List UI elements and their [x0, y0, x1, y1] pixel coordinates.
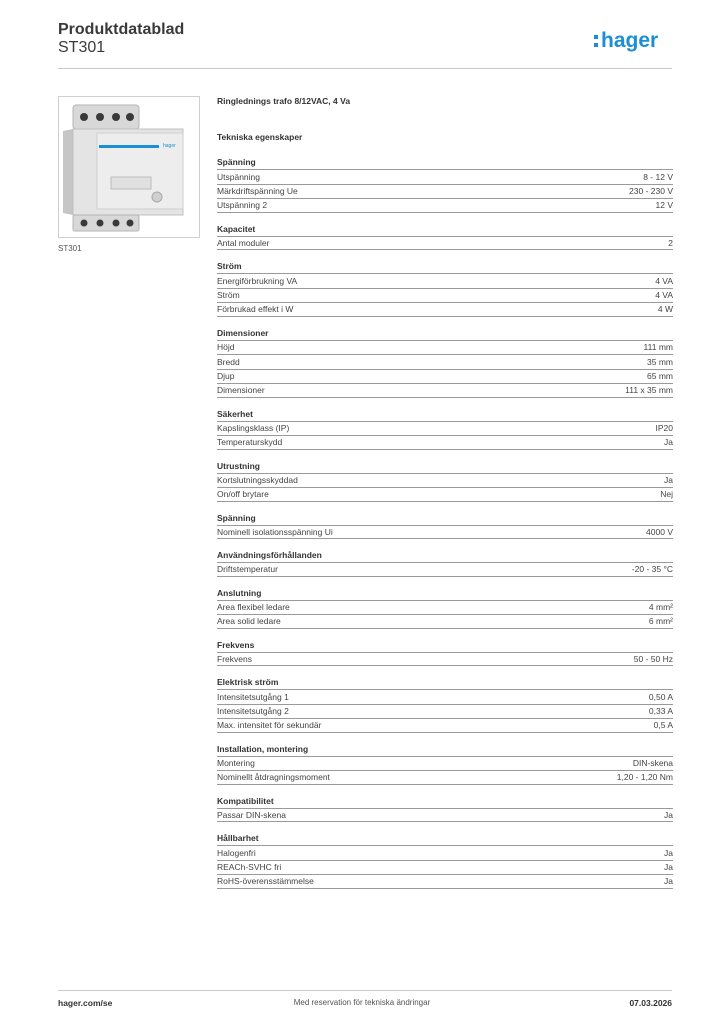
spec-label: Area flexibel ledare [217, 602, 290, 613]
spec-label: Förbrukad effekt i W [217, 304, 294, 315]
spec-group-title: Installation, montering [217, 743, 309, 754]
spec-rows [217, 562, 673, 577]
svg-text:hager: hager [163, 143, 176, 149]
spec-group-title: Användningsförhållanden [217, 550, 322, 560]
spec-row [217, 704, 673, 719]
spec-group-title: Spänning [217, 157, 256, 167]
logo-wordmark: hager [601, 29, 659, 52]
spec-groups [217, 155, 673, 889]
spec-row [217, 756, 673, 771]
spec-row [217, 562, 673, 577]
spec-group-title: Frekvens [217, 639, 255, 650]
spec-label: Temperaturskydd [217, 437, 283, 448]
spec-rows [217, 845, 673, 889]
spec-value: 50 - 50 Hz [633, 653, 673, 664]
hager-logo [593, 26, 675, 56]
spec-group [217, 548, 673, 577]
spec-value: Ja [664, 809, 673, 820]
spec-label: Kortslutningsskyddad [217, 475, 298, 486]
spec-value: 35 mm [647, 356, 673, 367]
spec-value: 111 x 35 mm [625, 385, 673, 396]
spec-label: Intensitetsutgång 1 [217, 691, 289, 702]
spec-group-title: Dimensioner [217, 327, 269, 338]
spec-label: Antal moduler [217, 237, 270, 248]
product-description: Ringlednings trafo 8/12VAC, 4 Va [217, 96, 351, 106]
spec-group [217, 742, 673, 785]
spec-label: Area solid ledare [217, 616, 281, 627]
spec-group [217, 511, 673, 540]
spec-value: -20 - 35 °C [631, 564, 673, 575]
spec-label: RoHS-överensstämmelse [217, 876, 314, 887]
spec-value: 4 W [657, 304, 673, 315]
spec-label: On/off brytare [217, 489, 269, 500]
spec-group [217, 222, 673, 251]
spec-row [217, 340, 673, 355]
spec-group [217, 638, 673, 667]
spec-rows [217, 169, 673, 213]
spec-row [217, 770, 673, 785]
spec-row [217, 435, 673, 450]
spec-rows [217, 273, 673, 317]
spec-value: 4 VA [655, 275, 673, 286]
spec-rows [217, 525, 673, 540]
spec-rows [217, 600, 673, 629]
spec-row [217, 718, 673, 733]
spec-label: Kapslingsklass (IP) [217, 423, 290, 434]
spec-value: 6 mm² [648, 616, 673, 627]
spec-label: Bredd [217, 356, 240, 367]
spec-value: 230 - 230 V [629, 186, 673, 197]
spec-value: 65 mm [647, 371, 673, 382]
footer-divider [58, 990, 672, 991]
spec-value: 1,20 - 1,20 Nm [616, 772, 673, 783]
spec-row [217, 236, 673, 251]
spec-row [217, 273, 673, 288]
spec-label: Höjd [217, 342, 235, 353]
spec-value: 12 V [655, 200, 673, 211]
spec-row [217, 845, 673, 860]
spec-rows [217, 340, 673, 398]
spec-label: Intensitetsutgång 2 [217, 706, 289, 717]
product-model: ST301 [58, 39, 106, 56]
spec-row [217, 369, 673, 384]
spec-value: IP20 [655, 423, 673, 434]
spec-label: REACh-SVHC fri [217, 862, 282, 873]
spec-group-title: Ström [217, 261, 242, 271]
spec-row [217, 860, 673, 875]
spec-group-title: Säkerhet [217, 408, 253, 419]
spec-group-title: Kapacitet [217, 223, 256, 234]
spec-label: Nominell isolationsspänning Ui [217, 526, 333, 537]
spec-label: Utspänning 2 [217, 200, 268, 211]
spec-label: Dimensioner [217, 385, 265, 396]
spec-row [217, 525, 673, 540]
spec-row [217, 421, 673, 436]
spec-row [217, 652, 673, 667]
spec-label: Halogenfri [217, 847, 256, 858]
spec-label: Ström [217, 290, 240, 301]
spec-group-title: Kompatibilitet [217, 795, 274, 806]
spec-value: 8 - 12 V [643, 171, 673, 182]
spec-row [217, 614, 673, 629]
spec-row [217, 689, 673, 704]
spec-group-title: Utrustning [217, 460, 260, 471]
spec-label: Max. intensitet för sekundär [217, 720, 322, 731]
spec-label: Montering [217, 758, 255, 769]
spec-row [217, 288, 673, 303]
footer-date: 07.03.2026 [629, 998, 672, 1008]
spec-row [217, 169, 673, 184]
spec-value: Ja [664, 876, 673, 887]
page-title: Produktdatablad [58, 21, 185, 38]
section-title: Tekniska egenskaper [217, 132, 303, 142]
spec-row [217, 874, 673, 889]
spec-group [217, 326, 673, 398]
spec-value: 2 [668, 237, 673, 248]
spec-value: DIN-skena [632, 758, 673, 769]
spec-value: Nej [660, 489, 673, 500]
spec-group [217, 259, 673, 317]
image-caption: ST301 [58, 244, 82, 253]
spec-label: Passar DIN-skena [217, 809, 286, 820]
spec-label: Märkdriftspänning Ue [217, 186, 298, 197]
spec-label: Driftstemperatur [217, 564, 278, 575]
spec-group-title: Hållbarhet [217, 833, 259, 843]
spec-label: Frekvens [217, 653, 252, 664]
spec-row [217, 383, 673, 398]
spec-rows [217, 808, 673, 823]
spec-group [217, 794, 673, 823]
spec-value: Ja [664, 437, 673, 448]
spec-value: 4 mm² [648, 602, 673, 613]
spec-row [217, 487, 673, 502]
spec-row [217, 600, 673, 615]
spec-value: Ja [664, 847, 673, 858]
spec-label: Utspänning [217, 171, 261, 182]
spec-group [217, 586, 673, 629]
spec-rows [217, 421, 673, 450]
spec-row [217, 198, 673, 213]
spec-row [217, 473, 673, 488]
spec-row [217, 302, 673, 317]
spec-value: Ja [664, 475, 673, 486]
spec-content [217, 95, 673, 898]
spec-group [217, 831, 673, 889]
spec-rows [217, 473, 673, 502]
spec-group-title: Elektrisk ström [217, 677, 279, 687]
spec-label: Djup [217, 371, 235, 382]
header-divider [58, 68, 672, 69]
transformer-module-icon [59, 97, 199, 237]
spec-value: 0,50 A [648, 691, 673, 702]
spec-rows [217, 652, 673, 667]
spec-value: 0,5 A [653, 720, 673, 731]
spec-rows [217, 756, 673, 785]
spec-rows [217, 236, 673, 251]
spec-value: 111 mm [643, 342, 673, 353]
spec-group [217, 459, 673, 502]
product-image [58, 96, 200, 238]
spec-value: 0,33 A [648, 706, 673, 717]
spec-value: Ja [664, 862, 673, 873]
spec-label: Energiförbrukning VA [217, 275, 298, 286]
footer-disclaimer: Med reservation för tekniska ändringar [293, 998, 431, 1007]
spec-group-title: Anslutning [217, 587, 262, 598]
spec-row [217, 354, 673, 369]
spec-group [217, 407, 673, 450]
spec-group [217, 675, 673, 733]
spec-row [217, 808, 673, 823]
spec-rows [217, 689, 673, 733]
spec-value: 4 VA [655, 290, 673, 301]
footer-website: hager.com/se [58, 998, 113, 1008]
spec-label: Nominellt åtdragningsmoment [217, 772, 330, 783]
spec-value: 4000 V [646, 526, 673, 537]
spec-group-title: Spänning [217, 512, 256, 523]
spec-group [217, 155, 673, 213]
spec-row [217, 184, 673, 199]
